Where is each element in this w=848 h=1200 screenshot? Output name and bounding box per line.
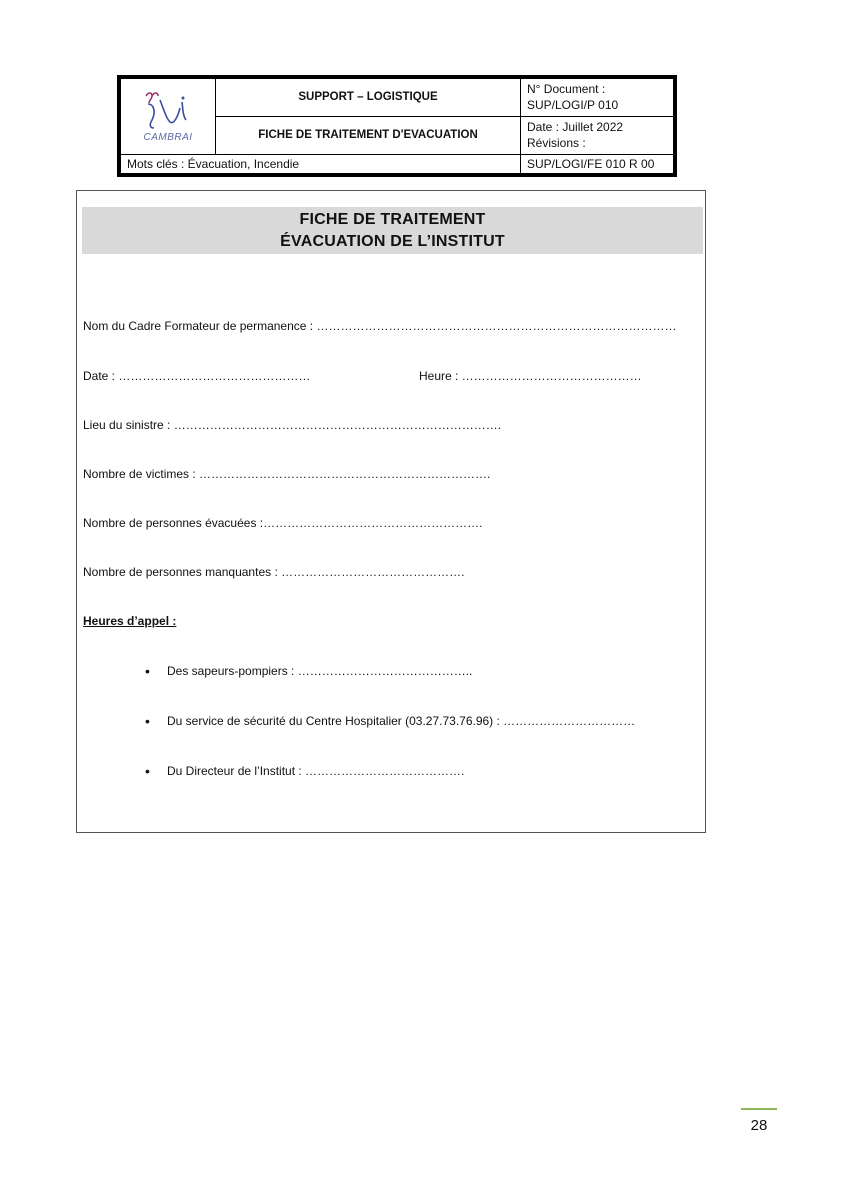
victimes-field[interactable]: Nombre de victimes : ………………………………………………………………. — [83, 467, 491, 481]
appel-securite-field[interactable]: Du service de sécurité du Centre Hospitalier (03.27.73.76.96) : …………………………… — [167, 714, 636, 728]
cadre-field[interactable]: Nom du Cadre Formateur de permanence : ……………………………………………………………………………… — [83, 319, 677, 333]
doc-revisions: Révisions : — [527, 136, 586, 151]
date-cell — [521, 116, 674, 154]
doc-number: SUP/LOGI/P 010 — [527, 98, 619, 113]
appel-pompiers-field[interactable]: Des sapeurs-pompiers : …………………………………….. — [167, 664, 473, 678]
keywords: Mots clés : Évacuation, Incendie — [121, 154, 521, 173]
document-header — [117, 75, 677, 177]
bullet-icon: • — [145, 663, 150, 679]
doc-number-cell — [521, 79, 674, 117]
lieu-field[interactable]: Lieu du sinistre : ………………………………………………………………………. — [83, 418, 502, 432]
bullet-icon: • — [145, 763, 150, 779]
bullet-icon: • — [145, 713, 150, 729]
heure-field[interactable]: Heure : ……………………………………… — [419, 369, 642, 383]
page-number: 28 — [750, 1117, 768, 1134]
appel-heading: Heures d’appel : — [83, 614, 177, 628]
date-field[interactable]: Date : ………………………………………… — [83, 369, 311, 383]
manquantes-field[interactable]: Nombre de personnes manquantes : ………………………………………. — [83, 565, 465, 579]
logo-cell — [121, 79, 216, 155]
evacuees-field[interactable]: Nombre de personnes évacuées :………………………………………………. — [83, 516, 483, 530]
doc-date: Date : Juillet 2022 — [527, 120, 624, 135]
logo-label: CAMBRAI — [143, 131, 193, 143]
appel-directeur-field[interactable]: Du Directeur de l’Institut : …………………………………. — [167, 764, 465, 778]
form-title — [82, 207, 703, 254]
form-reference: SUP/LOGI/FE 010 R 00 — [521, 154, 674, 173]
doc-number-label: N° Document : — [527, 82, 606, 97]
hospital-logo-icon — [138, 90, 198, 132]
evacuation-form — [76, 190, 706, 833]
category-title: SUPPORT – LOGISTIQUE — [216, 79, 521, 117]
form-title-line2: ÉVACUATION DE L’INSTITUT — [280, 233, 505, 250]
document-title: FICHE DE TRAITEMENT D'EVACUATION — [216, 116, 521, 154]
form-title-line1: FICHE DE TRAITEMENT — [299, 211, 486, 228]
page-number-rule — [741, 1108, 777, 1110]
